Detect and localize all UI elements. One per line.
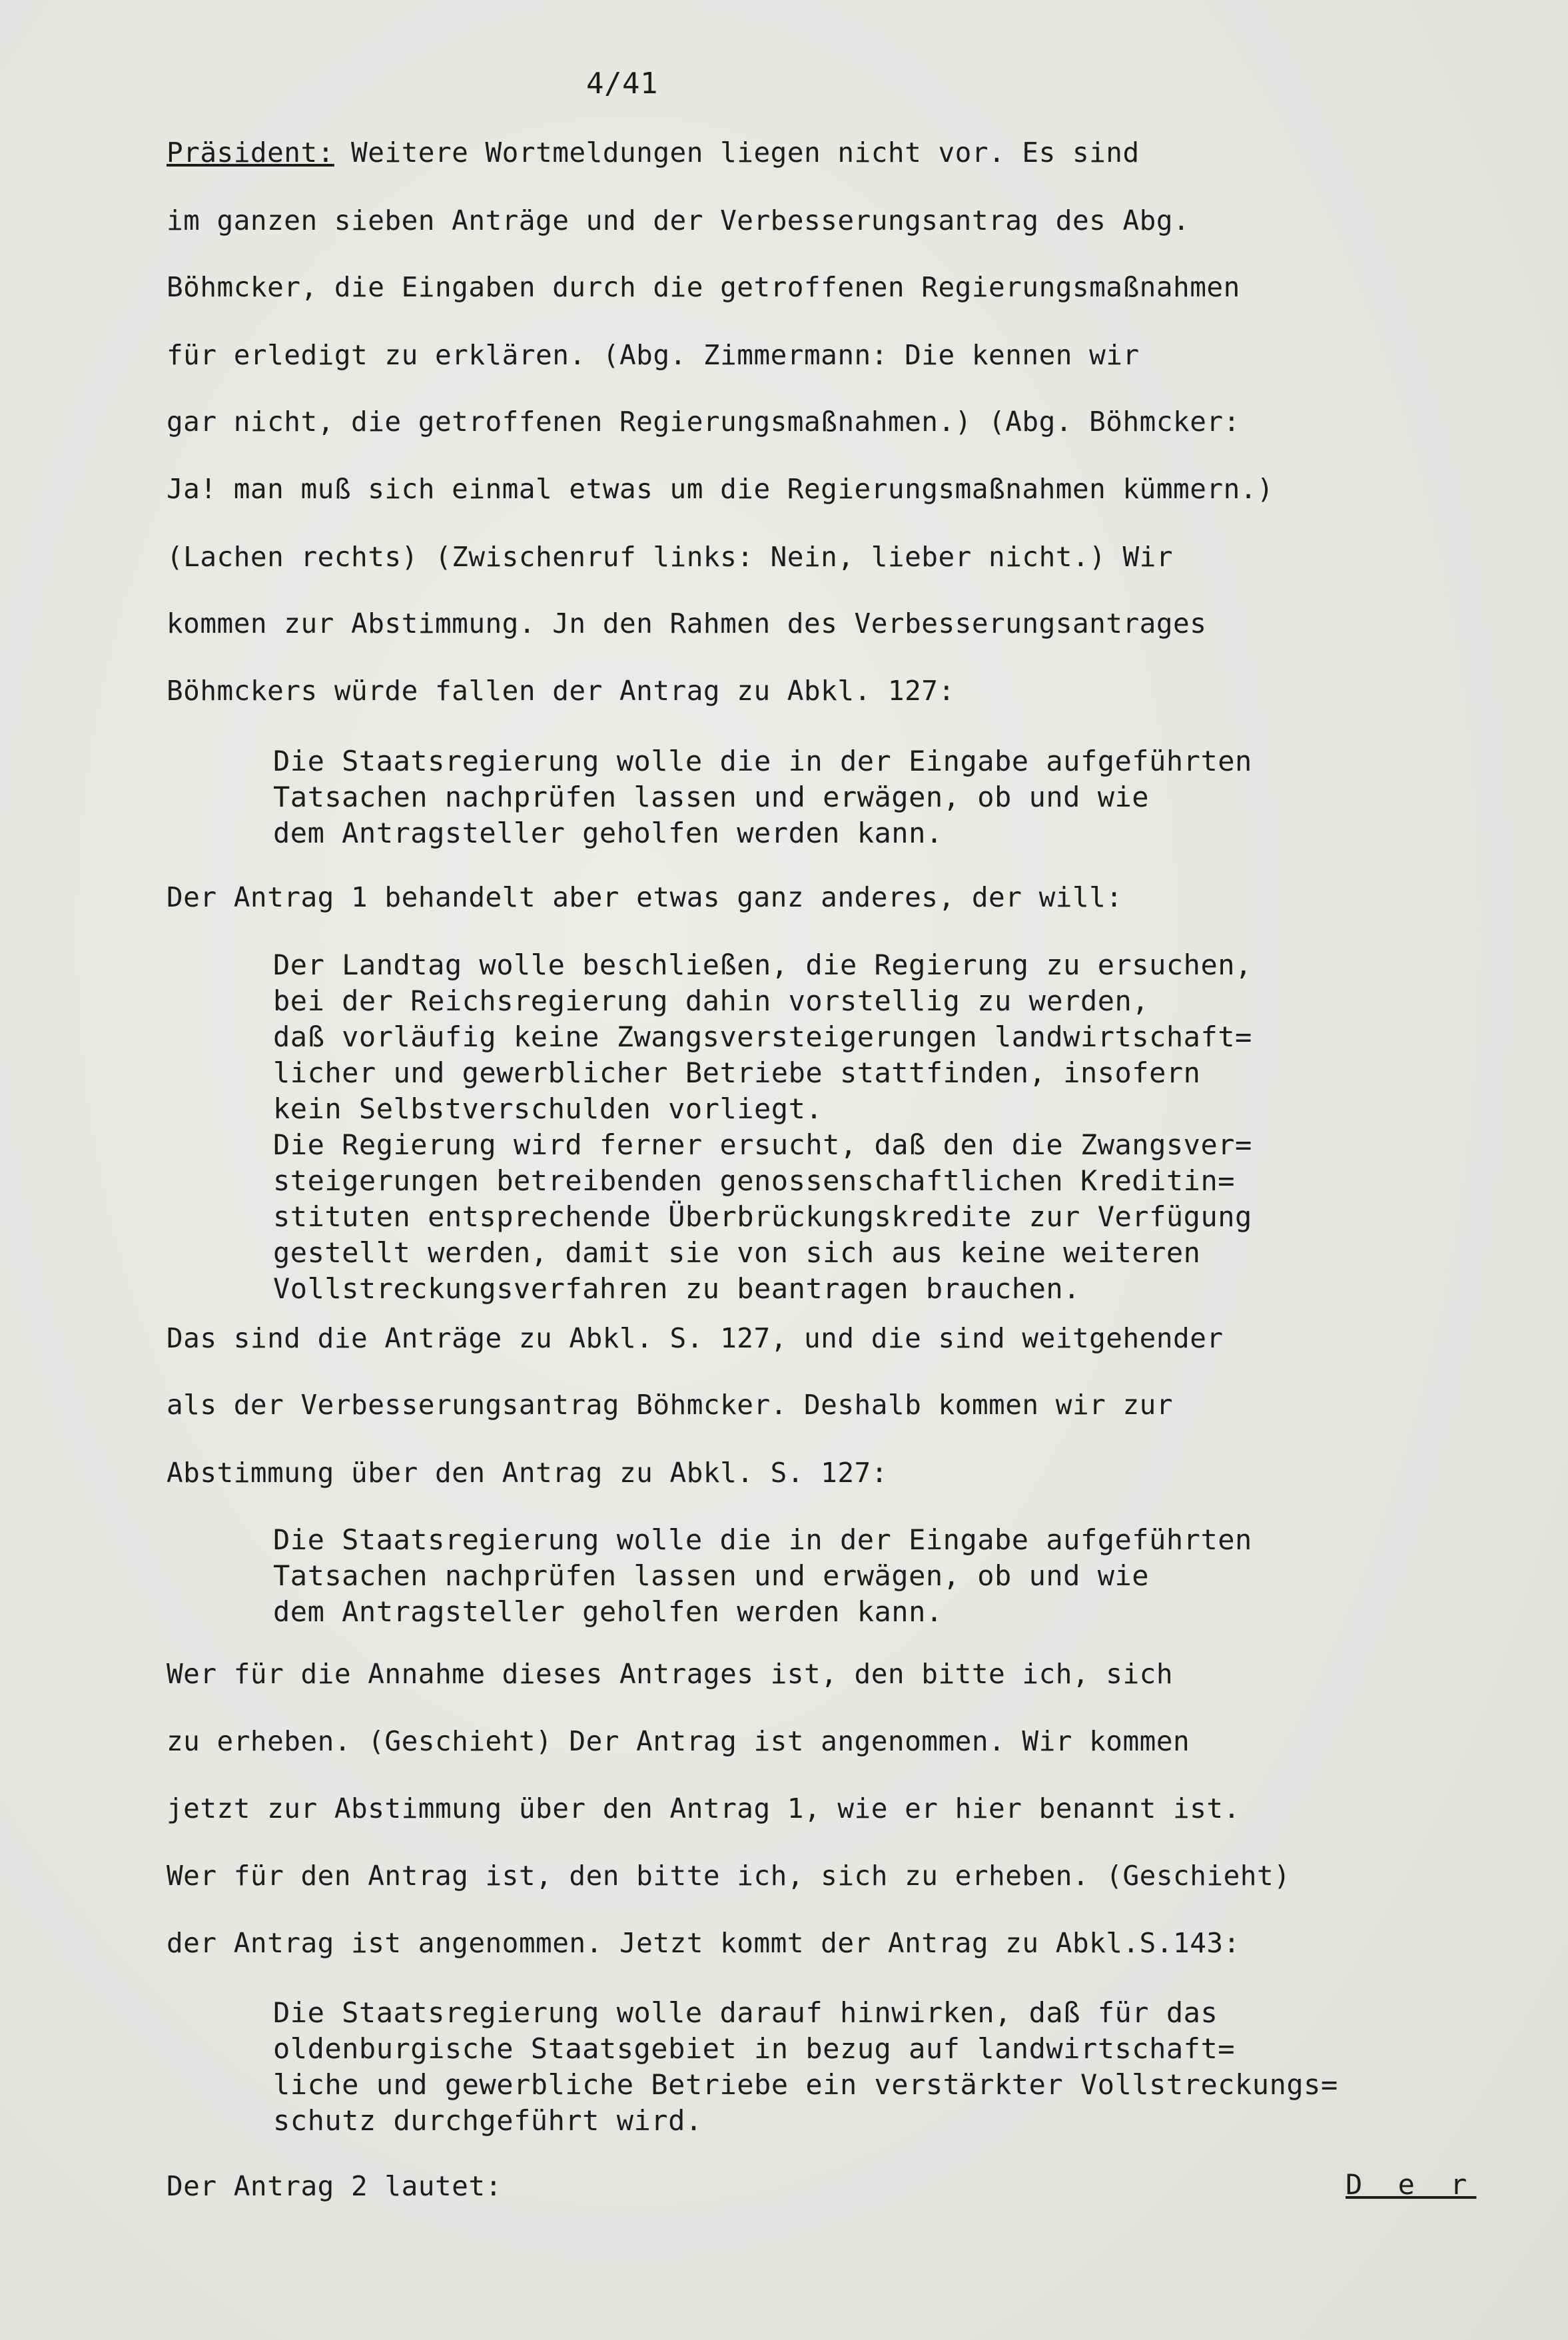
- quote-line: Die Staatsregierung wolle die in der Eingabe aufgeführten: [273, 1523, 1252, 1556]
- quote-line: Die Staatsregierung wolle darauf hinwirken, daß für das: [273, 1996, 1218, 2029]
- text-line: als der Verbesserungsantrag Böhmcker. Deshalb kommen wir zur: [167, 1389, 1174, 1421]
- quote-line: stituten entsprechende Überbrückungskredite zur Verfügung: [273, 1200, 1252, 1233]
- text-line: kommen zur Abstimmung. Jn den Rahmen des Verbesserungsantrages: [167, 607, 1207, 639]
- quote-line: Der Landtag wolle beschließen, die Regierung zu ersuchen,: [273, 949, 1252, 981]
- text-line: gar nicht, die getroffenen Regierungsmaßnahmen.) (Abg. Böhmcker:: [167, 406, 1240, 438]
- text-line: für erledigt zu erklären. (Abg. Zimmermann: Die kennen wir: [167, 339, 1140, 371]
- quote-line: steigerungen betreibenden genossenschaftlichen Kreditin=: [273, 1164, 1236, 1197]
- text-line: zu erheben. (Geschieht) Der Antrag ist angenommen. Wir kommen: [167, 1725, 1190, 1757]
- quote-line: gestellt werden, damit sie von sich aus keine weiteren: [273, 1236, 1201, 1269]
- text-line: Der Antrag 1 behandelt aber etwas ganz anderes, der will:: [167, 881, 1123, 913]
- quote-line: Tatsachen nachprüfen lassen und erwägen, ob und wie: [273, 781, 1150, 813]
- quote-line: dem Antragsteller geholfen werden kann.: [273, 817, 943, 849]
- text-line: Böhmckers würde fallen der Antrag zu Abkl. 127:: [167, 675, 955, 707]
- catchword: D e r: [1346, 2168, 1477, 2201]
- speaker-label: Präsident:: [167, 137, 334, 169]
- text-line: der Antrag ist angenommen. Jetzt kommt der Antrag zu Abkl.S.143:: [167, 1927, 1240, 1959]
- quote-line: licher und gewerblicher Betriebe stattfinden, insofern: [273, 1056, 1201, 1089]
- quote-line: bei der Reichsregierung dahin vorstellig zu werden,: [273, 984, 1150, 1017]
- text-line: Wer für den Antrag ist, den bitte ich, sich zu erheben. (Geschieht): [167, 1860, 1291, 1892]
- quote-line: dem Antragsteller geholfen werden kann.: [273, 1595, 943, 1628]
- text-line: jetzt zur Abstimmung über den Antrag 1, wie er hier benannt ist.: [167, 1792, 1240, 1824]
- text-line: Böhmcker, die Eingaben durch die getroffenen Regierungsmaßnahmen: [167, 271, 1240, 303]
- quote-line: Die Staatsregierung wolle die in der Eingabe aufgeführten: [273, 745, 1252, 777]
- quote-line: Die Regierung wird ferner ersucht, daß den die Zwangsver=: [273, 1128, 1252, 1161]
- text-line: im ganzen sieben Anträge und der Verbesserungsantrag des Abg.: [167, 204, 1190, 236]
- text-line: Ja! man muß sich einmal etwas um die Regierungsmaßnahmen kümmern.): [167, 473, 1274, 505]
- quote-line: Tatsachen nachprüfen lassen und erwägen, ob und wie: [273, 1559, 1150, 1592]
- text-line: Das sind die Anträge zu Abkl. S. 127, und die sind weitgehender: [167, 1322, 1224, 1354]
- quote-line: daß vorläufig keine Zwangsversteigerungen landwirtschaft=: [273, 1020, 1252, 1053]
- text-line-content: Weitere Wortmeldungen liegen nicht vor. Es sind: [334, 137, 1140, 169]
- quote-line: kein Selbstverschulden vorliegt.: [273, 1092, 823, 1125]
- text-line: Der Antrag 2 lautet:: [167, 2170, 502, 2202]
- text-line: Abstimmung über den Antrag zu Abkl. S. 127:: [167, 1457, 888, 1489]
- text-line: [167, 137, 1140, 169]
- text-line: (Lachen rechts) (Zwischenruf links: Nein, lieber nicht.) Wir: [167, 541, 1174, 573]
- quote-line: oldenburgische Staatsgebiet in bezug auf landwirtschaft=: [273, 2032, 1236, 2065]
- page-number: 4/41: [586, 67, 658, 101]
- text-line: Wer für die Annahme dieses Antrages ist, den bitte ich, sich: [167, 1658, 1174, 1690]
- quote-line: schutz durchgeführt wird.: [273, 2104, 703, 2137]
- quote-line: Vollstreckungsverfahren zu beantragen brauchen.: [273, 1272, 1080, 1305]
- quote-line: liche und gewerbliche Betriebe ein verstärkter Vollstreckungs=: [273, 2068, 1338, 2101]
